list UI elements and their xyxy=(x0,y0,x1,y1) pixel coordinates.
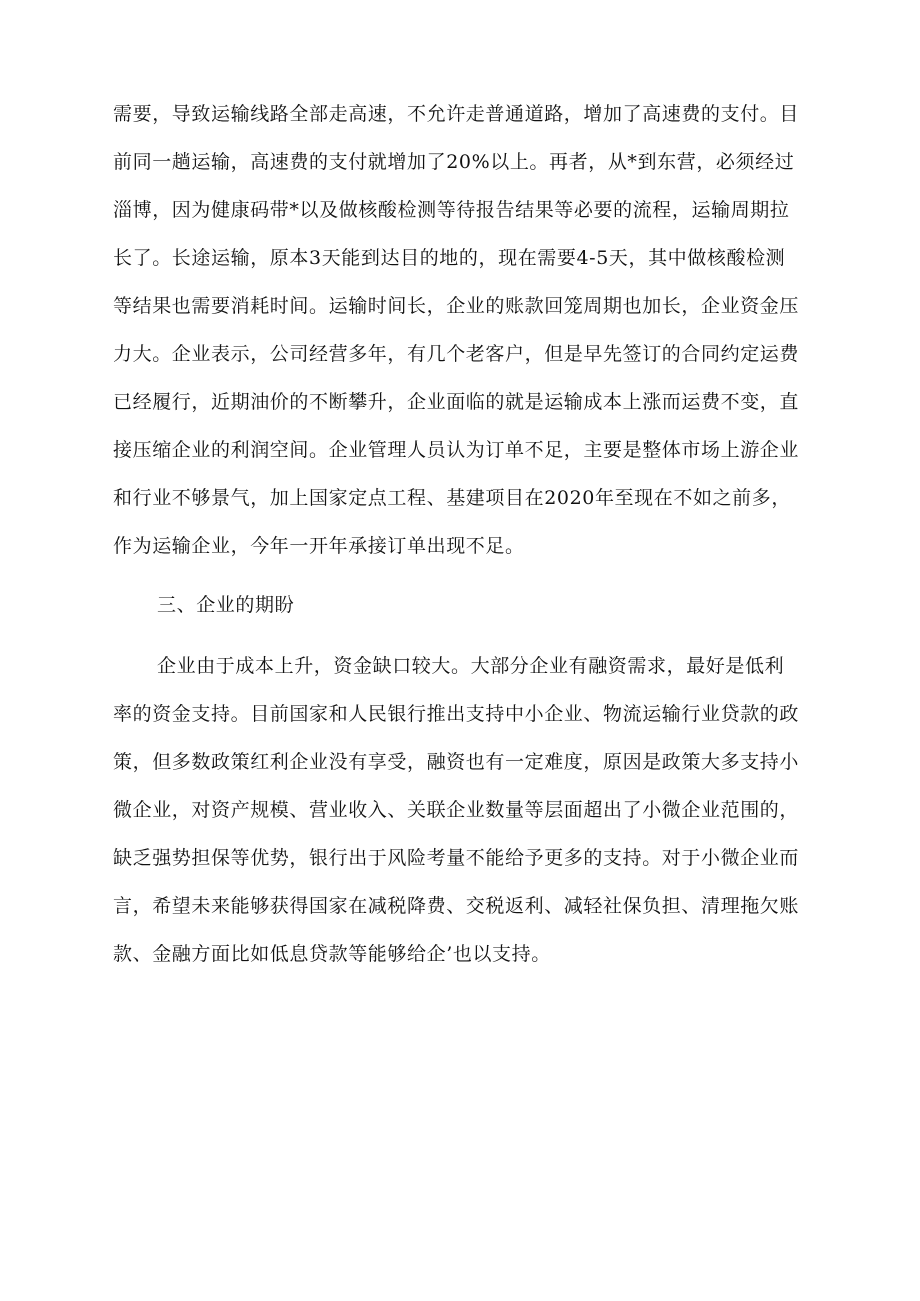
paragraph-1-line-4: 长了。长途运输，原本3天能到达目的地的，现在需要4-5天，其中做核酸检测 xyxy=(113,247,786,269)
paragraph-2-line-6: 言，希望未来能够获得国家在减税降费、交税返利、减轻社保负担、清理拖欠账 xyxy=(113,895,800,917)
paragraph-1-line-6: 力大。企业表示，公司经营多年，有几个老客户，但是早先签订的合同约定运费 xyxy=(113,343,800,365)
paragraph-1-line-1: 需要，导致运输线路全部走高速，不允许走普通道路，增加了高速费的支付。目 xyxy=(113,103,800,125)
paragraph-2-line-7: 款、金融方面比如低息贷款等能够给企’也以支持。 xyxy=(113,943,551,965)
paragraph-1-line-10: 作为运输企业，今年一开年承接订单出现不足。 xyxy=(113,535,525,557)
paragraph-1-line-3: 淄博，因为健康码带*以及做核酸检测等待报告结果等必要的流程，运输周期拉 xyxy=(113,199,790,221)
paragraph-1-line-7: 已经履行，近期油价的不断攀升，企业面临的就是运输成本上涨而运费不变，直 xyxy=(113,391,800,413)
paragraph-2-line-1: 企业由于成本上升，资金缺口较大。大部分企业有融资需求，最好是低利 xyxy=(157,655,785,677)
paragraph-1-line-9: 和行业不够景气，加上国家定点工程、基建项目在2020年至现在不如之前多， xyxy=(113,487,791,509)
paragraph-2-line-2: 率的资金支持。目前国家和人民银行推出支持中小企业、物流运输行业贷款的政 xyxy=(113,703,800,725)
paragraph-1-line-8: 接压缩企业的利润空间。企业管理人员认为订单不足，主要是整体市场上游企业 xyxy=(113,439,800,461)
paragraph-2-line-4: 微企业，对资产规模、营业收入、关联企业数量等层面超出了小微企业范围的， xyxy=(113,799,800,821)
paragraph-2-line-5: 缺乏强势担保等优势，银行出于风险考量不能给予更多的支持。对于小微企业而 xyxy=(113,847,800,869)
paragraph-1-line-2: 前同一趟运输，高速费的支付就增加了20%以上。再者，从*到东营，必须经过 xyxy=(113,151,795,173)
paragraph-1-line-5: 等结果也需要消耗时间。运输时间长，企业的账款回笼周期也加长，企业资金压 xyxy=(113,295,800,317)
section-heading: 三、企业的期盼 xyxy=(157,594,295,616)
paragraph-2-line-3: 策，但多数政策红利企业没有享受，融资也有一定难度，原因是政策大多支持小 xyxy=(113,751,800,773)
